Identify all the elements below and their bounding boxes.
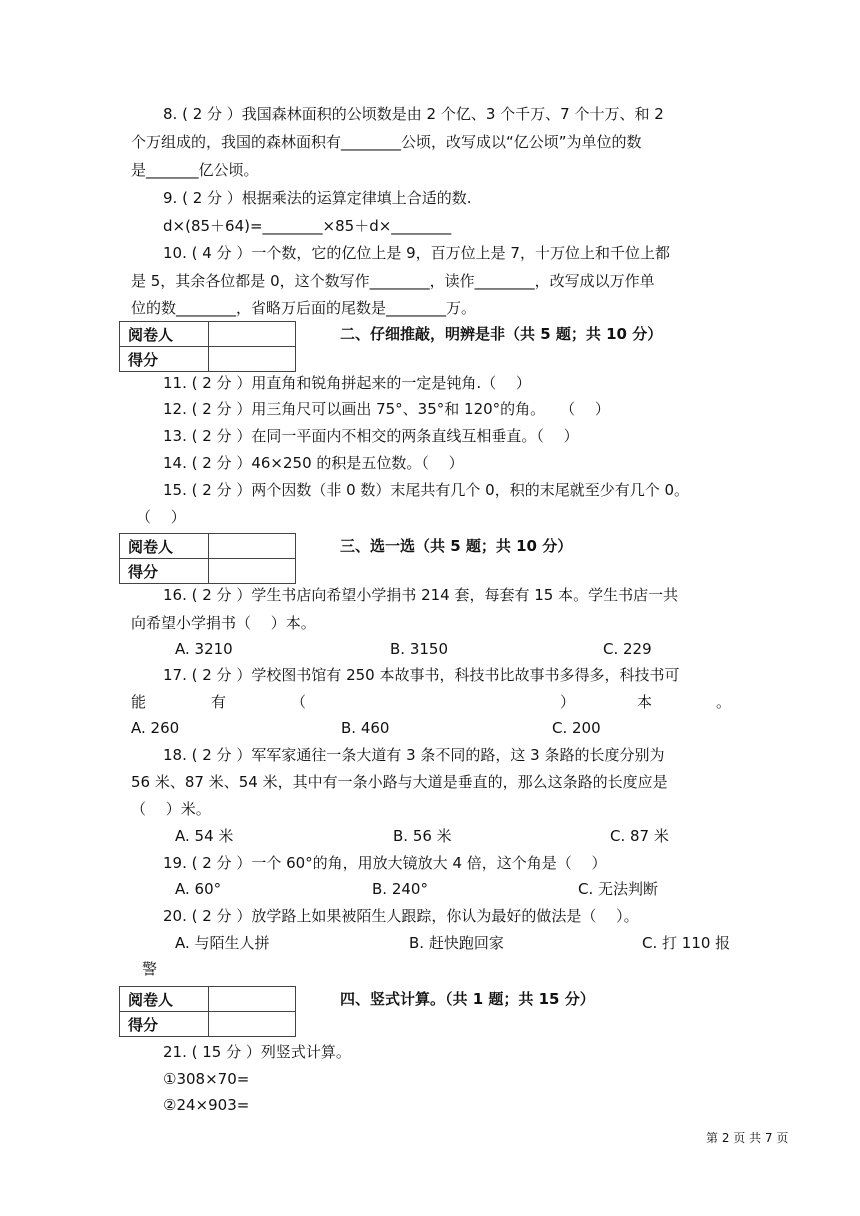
q16-option-a[interactable]: A. 3210 (175, 640, 233, 658)
q19-option-c[interactable]: C. 无法判断 (578, 880, 659, 898)
grader-table-sec3 (119, 533, 296, 584)
q21-item-1: ①308×70= (163, 1070, 250, 1088)
q16-option-c[interactable]: C. 229 (603, 640, 652, 658)
reviewer-label: 阅卷人 (120, 987, 209, 1012)
page-footer: 第 2 页 共 7 页 (706, 1131, 789, 1145)
q18-option-c[interactable]: C. 87 米 (610, 827, 669, 845)
reviewer-blank[interactable] (209, 534, 296, 559)
score-label: 得分 (120, 347, 209, 372)
score-label: 得分 (120, 1012, 209, 1037)
grader-table-sec2 (119, 321, 296, 372)
q18-line1: 18. ( 2 分 ）军军家通往一条大道有 3 条不同的路，这 3 条路的长度分别为 (163, 746, 665, 764)
q8-line3: 是_______亿公顷。 (131, 161, 259, 179)
q18-line3: （ ）米。 (131, 800, 211, 818)
q11: 11. ( 2 分 ）用直角和锐角拼起来的一定是钝角.（ ） (163, 374, 531, 392)
q19: 19. ( 2 分 ）一个 60°的角，用放大镜放大 4 倍，这个角是（ ） (163, 854, 607, 872)
q20-option-b[interactable]: B. 赶快跑回家 (409, 934, 504, 952)
q17-line1: 17. ( 2 分 ）学校图书馆有 250 本故事书，科技书比故事书多得多，科技书可 (163, 666, 680, 684)
q16-line1: 16. ( 2 分 ）学生书店向希望小学捐书 214 套，每套有 15 本。学生书店一共 (163, 586, 679, 604)
score-blank[interactable] (209, 347, 296, 372)
reviewer-label: 阅卷人 (120, 534, 209, 559)
q18-option-a[interactable]: A. 54 米 (175, 827, 234, 845)
score-label: 得分 (120, 559, 209, 584)
q8-line1: 8. ( 2 分 ）我国森林面积的公顷数是由 2 个亿、3 个千万、7 个十万、和 2 (163, 105, 664, 123)
q10-line3: 位的数________，省略万后面的尾数是________万。 (131, 299, 477, 317)
section-4-title: 四、竖式计算。（共 1 题；共 15 分） (340, 990, 595, 1008)
grader-table-sec4 (119, 986, 296, 1037)
q17-word-6: 。 (716, 693, 732, 711)
q18-option-b[interactable]: B. 56 米 (393, 827, 452, 845)
score-blank[interactable] (209, 559, 296, 584)
q17-word-2: 有 (211, 693, 227, 711)
reviewer-blank[interactable] (209, 987, 296, 1012)
section-2-title: 二、仔细推敲，明辨是非（共 5 题；共 10 分） (340, 325, 663, 343)
q20-option-a[interactable]: A. 与陌生人拼 (175, 934, 270, 952)
q9-line2: d×(85＋64)=________×85＋d×________ (163, 217, 452, 235)
q20-option-c-wrap: 警 (142, 960, 158, 978)
q21-item-2: ②24×903= (163, 1096, 250, 1114)
q15-line2: （ ） (136, 508, 186, 526)
q17-option-b[interactable]: B. 460 (341, 719, 390, 737)
q13: 13. ( 2 分 ）在同一平面内不相交的两条直线互相垂直。（ ） (163, 427, 579, 445)
q17-word-3: （ (291, 693, 307, 711)
q15-line1: 15. ( 2 分 ）两个因数（非 0 数）末尾共有几个 0，积的末尾就至少有几个 0。 (163, 481, 690, 499)
q18-line2: 56 米、87 米、54 米，其中有一条小路与大道是垂直的，那么这条路的长度应是 (131, 773, 668, 791)
q17-option-a[interactable]: A. 260 (131, 719, 180, 737)
reviewer-label: 阅卷人 (120, 322, 209, 347)
q17-word-1: 能 (131, 693, 147, 711)
q19-option-a[interactable]: A. 60° (175, 880, 222, 898)
section-3-title: 三、选一选（共 5 题；共 10 分） (340, 537, 573, 555)
q21: 21. ( 15 分 ）列竖式计算。 (163, 1043, 351, 1061)
q17-option-c[interactable]: C. 200 (552, 719, 601, 737)
q8-line2: 个万组成的，我国的森林面积有________公顷，改写成以“亿公顷”为单位的数 (131, 133, 642, 151)
q9-line1: 9. ( 2 分 ）根据乘法的运算定律填上合适的数. (163, 189, 472, 207)
q16-option-b[interactable]: B. 3150 (390, 640, 449, 658)
score-blank[interactable] (209, 1012, 296, 1037)
q12: 12. ( 2 分 ）用三角尺可以画出 75°、35°和 120°的角。 （ ） (163, 400, 610, 418)
q10-line2: 是 5，其余各位都是 0，这个数写作________，读作________，改写成以万作单 (131, 272, 655, 290)
q17-word-5: 本 (637, 693, 653, 711)
q17-word-4: ） (560, 693, 576, 711)
q10-line1: 10. ( 4 分 ）一个数，它的亿位上是 9，百万位上是 7，十万位上和千位上都 (163, 244, 670, 262)
q20-option-c[interactable]: C. 打 110 报 (642, 934, 731, 952)
reviewer-blank[interactable] (209, 322, 296, 347)
q20: 20. ( 2 分 ）放学路上如果被陌生人跟踪，你认为最好的做法是（ ）。 (163, 907, 639, 925)
q19-option-b[interactable]: B. 240° (372, 880, 428, 898)
q16-line2: 向希望小学捐书（ ）本。 (131, 614, 316, 632)
q14: 14. ( 2 分 ）46×250 的积是五位数。（ ） (163, 454, 464, 472)
